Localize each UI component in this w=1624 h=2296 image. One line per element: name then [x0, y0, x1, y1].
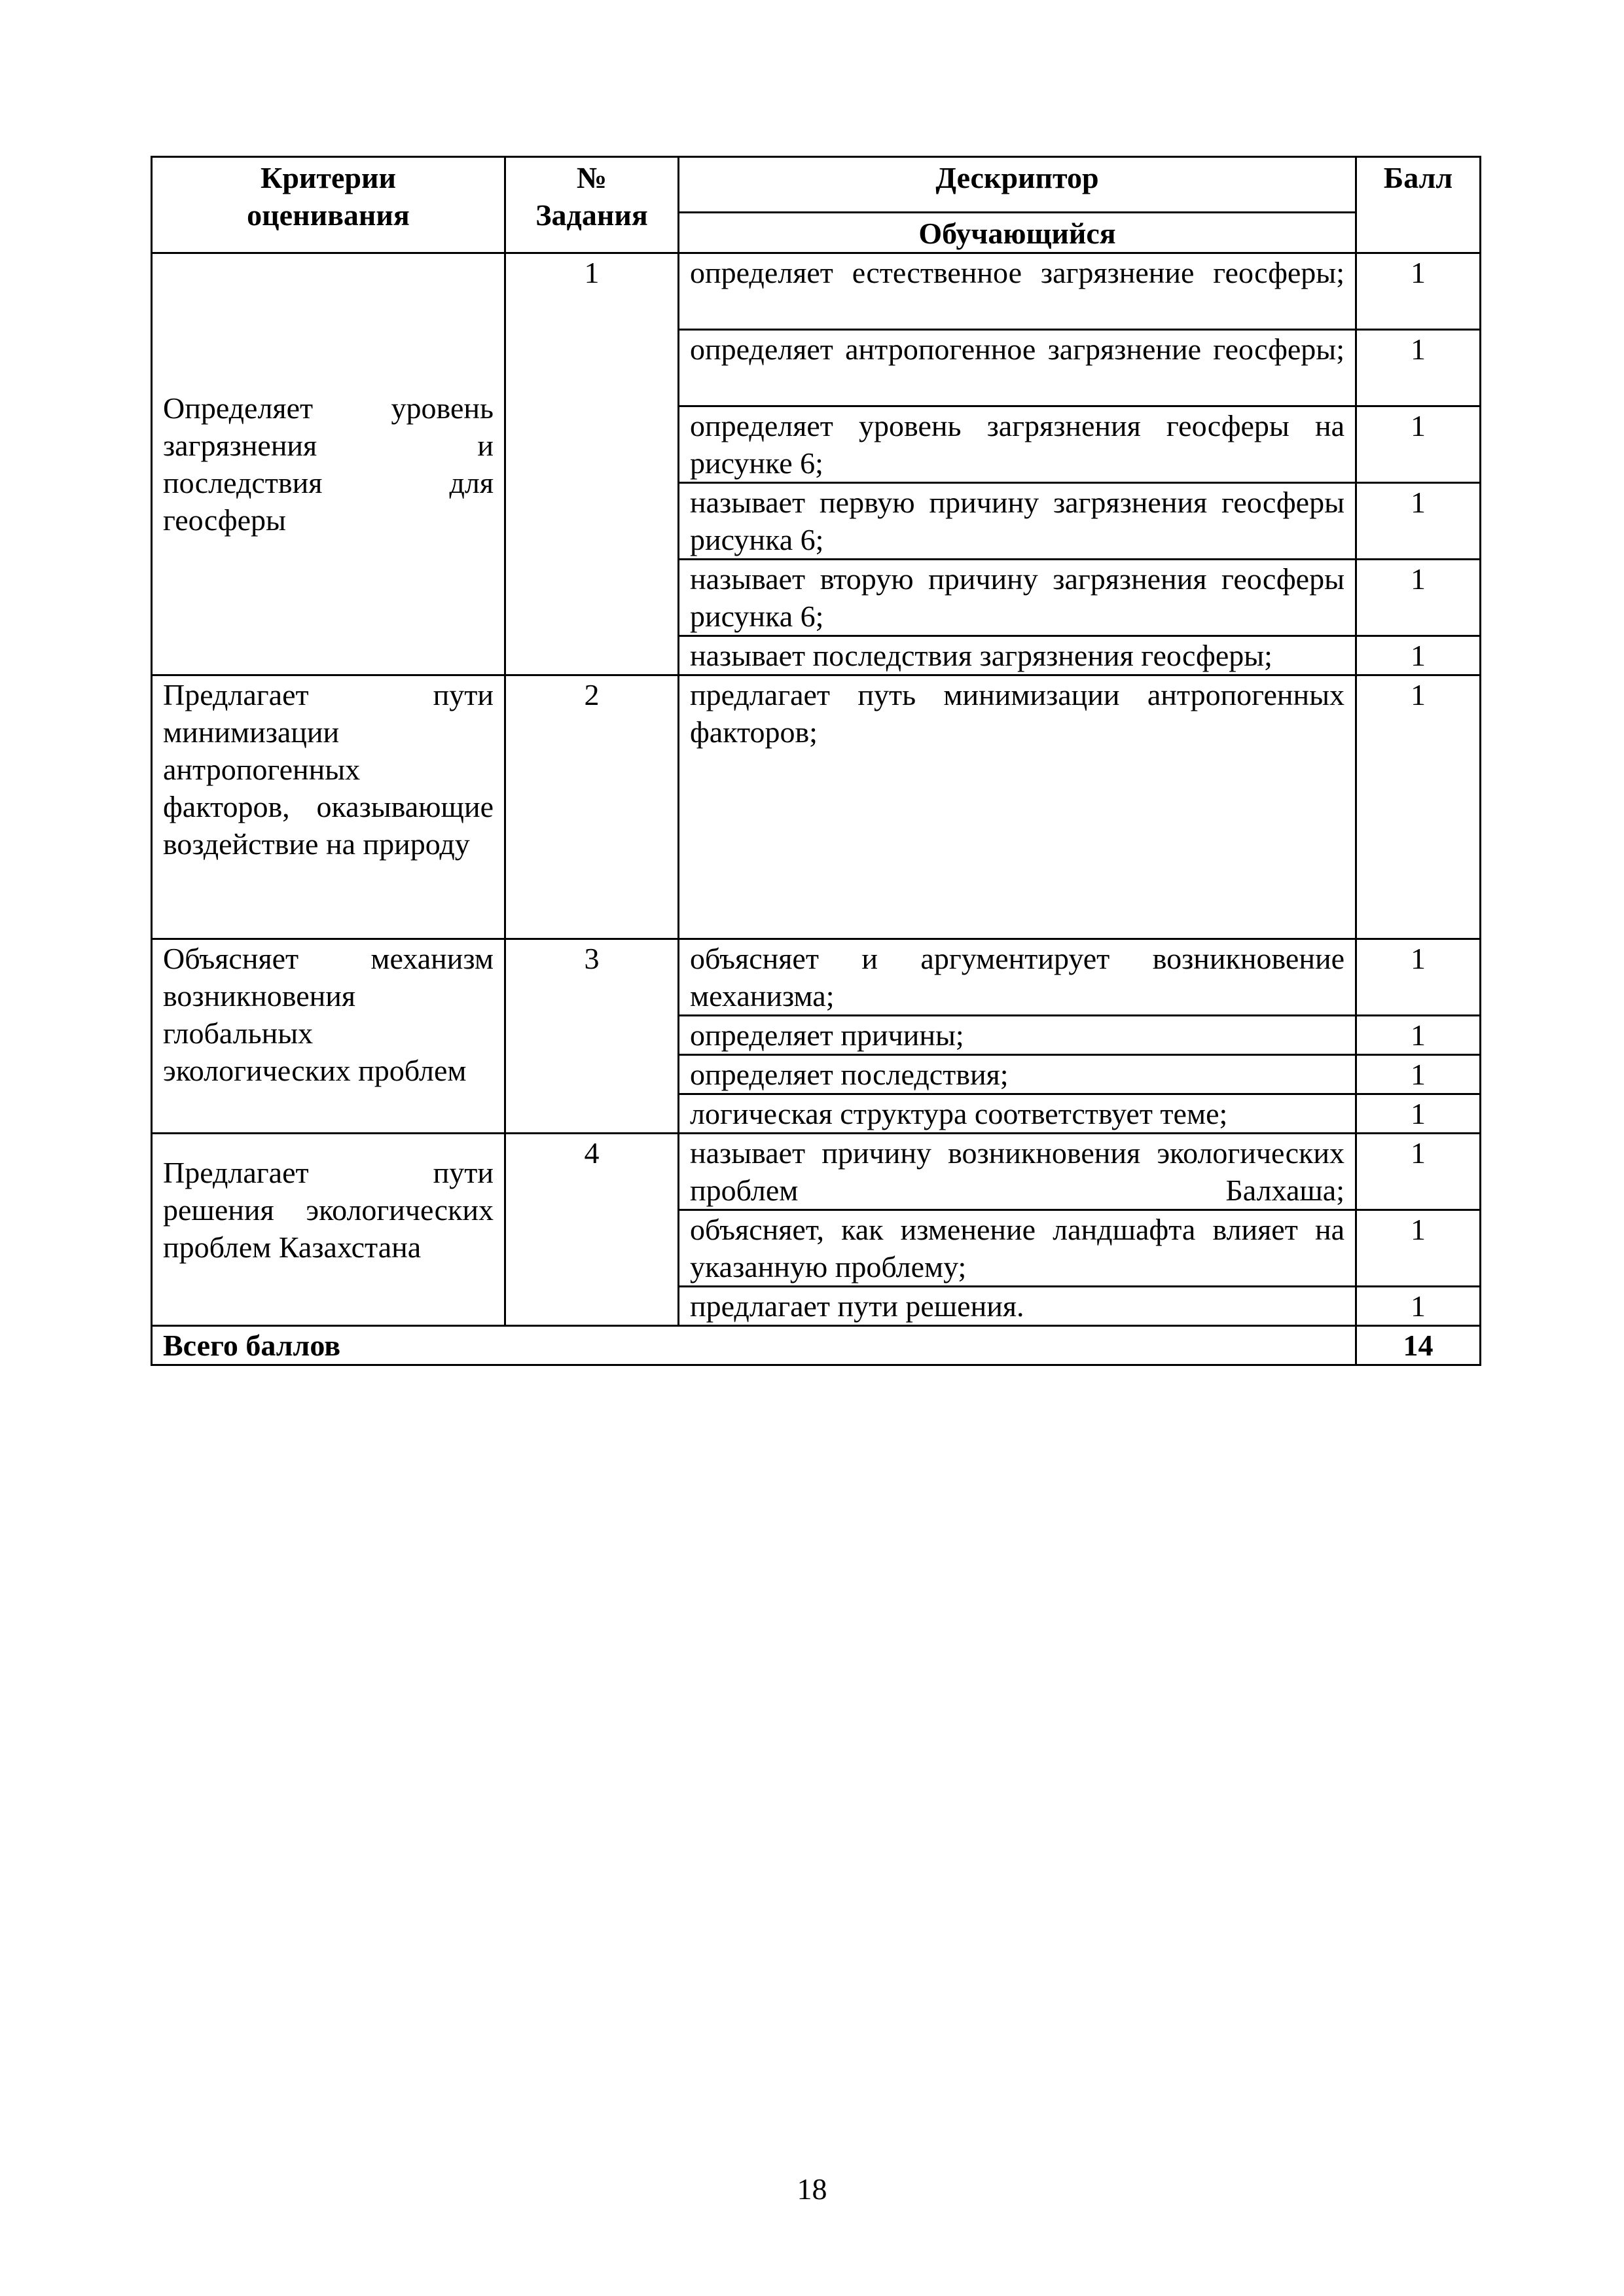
descriptor-text: предлагает пути решения. — [690, 1289, 1024, 1323]
descriptor-text: определяет причины; — [690, 1018, 964, 1052]
descriptor-cell — [679, 636, 1356, 675]
descriptor-text: определяет естественное загрязнение геосферы; — [690, 256, 1344, 289]
header-criteria: Критерии оценивания — [152, 157, 505, 253]
descriptor-text: определяет уровень загрязнения геосферы на рисунке 6; — [690, 409, 1344, 480]
descriptor-text: логическая структура соответствует теме; — [690, 1097, 1228, 1130]
descriptor-text: объясняет, как изменение ландшафта влияет на указанную проблему; — [690, 1213, 1344, 1283]
descriptor-text: называет причину возникновения экологических проблем Балхаша; — [690, 1136, 1344, 1207]
descriptor-cell — [679, 939, 1356, 1016]
header-descriptor-learner: Обучающийся — [679, 213, 1356, 253]
table-row — [152, 939, 1481, 1016]
descriptor-cell — [679, 253, 1356, 330]
score-cell: 1 — [1356, 560, 1481, 636]
criterion-cell: Определяет уровень загрязнения и последствия для геосферы — [152, 253, 505, 675]
descriptor-text: называет вторую причину загрязнения геосферы рисунка 6; — [690, 562, 1344, 633]
descriptor-text: предлагает путь минимизации антропогенных факторов; — [690, 678, 1344, 749]
descriptor-text: определяет последствия; — [690, 1058, 1009, 1091]
descriptor-text: объясняет и аргументирует возникновение механизма; — [690, 942, 1344, 1013]
total-row — [152, 1326, 1481, 1365]
score-cell: 1 — [1356, 1094, 1481, 1134]
task-number-cell: 4 — [505, 1134, 679, 1326]
score-cell: 1 — [1356, 330, 1481, 406]
score-cell: 1 — [1356, 1055, 1481, 1094]
descriptor-cell — [679, 483, 1356, 560]
descriptor-cell — [679, 406, 1356, 483]
header-score: Балл — [1356, 157, 1481, 253]
criterion-cell: Объясняет механизм возникновения глобальных экологических проблем — [152, 939, 505, 1134]
score-cell: 1 — [1356, 636, 1481, 675]
score-cell: 1 — [1356, 406, 1481, 483]
descriptor-text: называет последствия загрязнения геосферы; — [690, 639, 1272, 672]
criterion-cell: Предлагает пути минимизации антропогенных факторов, оказывающие воздействие на природу — [152, 675, 505, 939]
descriptor-cell — [679, 1287, 1356, 1326]
header-task-number: № Задания — [505, 157, 679, 253]
total-value: 14 — [1356, 1326, 1481, 1365]
descriptor-cell — [679, 1134, 1356, 1210]
task-number-cell: 2 — [505, 675, 679, 939]
score-cell: 1 — [1356, 1134, 1481, 1210]
descriptor-cell — [679, 1016, 1356, 1055]
descriptor-cell — [679, 330, 1356, 406]
table-row — [152, 675, 1481, 939]
descriptor-cell — [679, 1094, 1356, 1134]
score-cell: 1 — [1356, 675, 1481, 939]
table-row — [152, 1134, 1481, 1210]
assessment-criteria-table — [151, 156, 1481, 1366]
task-number-cell: 1 — [505, 253, 679, 675]
page-number: 18 — [797, 2172, 827, 2206]
descriptor-cell — [679, 1210, 1356, 1287]
score-cell: 1 — [1356, 1287, 1481, 1326]
criterion-cell: Предлагает пути решения экологических проблем Казахстана — [152, 1134, 505, 1326]
descriptor-text: называет первую причину загрязнения геосферы рисунка 6; — [690, 486, 1344, 556]
score-cell: 1 — [1356, 253, 1481, 330]
header-descriptor: Дескриптор — [679, 157, 1356, 213]
total-label: Всего баллов — [152, 1326, 1356, 1365]
descriptor-cell — [679, 1055, 1356, 1094]
descriptor-text: определяет антропогенное загрязнение геосферы; — [690, 332, 1344, 366]
descriptor-cell — [679, 675, 1356, 939]
descriptor-cell — [679, 560, 1356, 636]
task-number-cell: 3 — [505, 939, 679, 1134]
table-row — [152, 253, 1481, 330]
score-cell: 1 — [1356, 939, 1481, 1016]
score-cell: 1 — [1356, 1210, 1481, 1287]
score-cell: 1 — [1356, 1016, 1481, 1055]
score-cell: 1 — [1356, 483, 1481, 560]
